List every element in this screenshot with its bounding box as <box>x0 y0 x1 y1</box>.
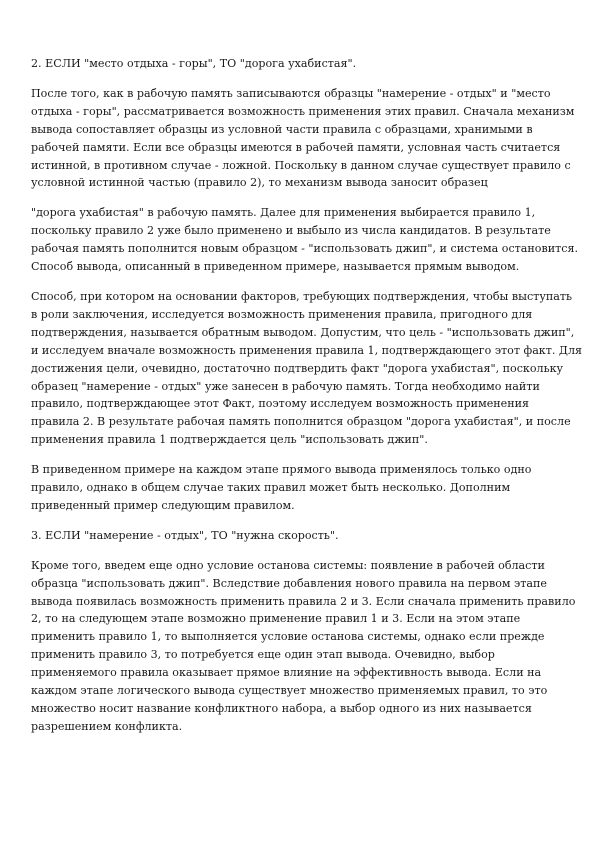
paragraph <box>31 288 582 449</box>
paragraph <box>31 55 576 73</box>
paragraph <box>31 85 576 192</box>
text-line: отдыха - горы", рассматривается возможность применения этих правил. Сначала механизм <box>31 104 575 118</box>
text-line: правило, подтверждающее этот Факт, поэтому исследуем возможность применения <box>31 397 530 411</box>
text-line: приведенный пример следующим правилом. <box>31 498 295 512</box>
text-line: вывода сопоставляет образцы из условной части правила с образцами, хранимыми в <box>31 122 533 136</box>
text-line: множество носит название конфликтного набора, а выбор одного из них называется <box>31 702 532 715</box>
text-line: правило, однако в общем случае таких правил может быть несколько. Дополним <box>31 481 511 495</box>
text-line: рабочей памяти. Если все образцы имеются в рабочей памяти, условная часть считается <box>31 140 561 154</box>
text-line: После того, как в рабочую память записываются образцы "намерение - отдых" и "место <box>31 86 551 100</box>
text-line: вывода появилась возможность применить правила 2 и 3. Если сначала применить правило <box>31 594 576 608</box>
text-line: достижения цели, очевидно, достаточно подтвердить факт "дорога ухабистая", поскольку <box>31 361 564 375</box>
text-line: в роли заключения, исследуется возможность применения правила, пригодного для <box>31 307 533 321</box>
text-line: 2, то на следующем этапе возможно применение правил 1 и 3. Если на этом этапе <box>31 612 521 626</box>
text-line: истинной, в противном случае - ложной. Поскольку в данном случае существует правило с <box>31 158 571 172</box>
text-line: условной истинной частью (правило 2), то механизм вывода заносит образец <box>31 176 488 190</box>
text-line: Способ, при котором на основании факторов, требующих подтверждения, чтобы выступать <box>31 289 573 303</box>
paragraph <box>31 204 579 276</box>
text-line: 2. ЕСЛИ "место отдыха - горы", ТО "дорога ухабистая". <box>31 57 357 70</box>
text-line: и исследуем вначале возможность применения правила 1, подтверждающего этот факт. Для <box>31 343 582 357</box>
paragraph <box>31 527 576 545</box>
text-line: каждом этапе логического вывода существует множество применяемых правил, то это <box>31 684 548 698</box>
text-line: образец "намерение - отдых" уже занесен в рабочую память. Тогда необходимо найти <box>31 379 540 393</box>
text-line: подтверждения, называется обратным выводом. Допустим, что цель - "использовать джип", <box>31 325 575 339</box>
text-line: Кроме того, введем еще одно условие останова системы: появление в рабочей области <box>31 558 545 572</box>
text-line: применяемого правила оказывает прямое влияние на эффективность вывода. Если на <box>31 666 542 680</box>
text-line: образца "использовать джип". Вследствие добавления нового правила на первом этапе <box>31 576 547 590</box>
document-body <box>31 55 582 748</box>
text-line: применения правила 1 подтверждается цель "использовать джип". <box>31 433 428 447</box>
text-line: В приведенном примере на каждом этапе прямого вывода применялось только одно <box>31 463 532 477</box>
text-line: 3. ЕСЛИ "намерение - отдых", ТО "нужна скорость". <box>31 528 339 542</box>
text-line: правила 2. В результате рабочая память пополнится образцом "дорога ухабистая", и после <box>31 415 571 429</box>
text-line: "дорога ухабистая" в рабочую память. Далее для применения выбирается правило 1, <box>31 206 536 220</box>
text-line: рабочая память пополнится новым образцом - "использовать джип", и система остановится. <box>31 242 579 256</box>
paragraph <box>31 461 576 515</box>
text-line: поскольку правило 2 уже было применено и выбыло из числа кандидатов. В результате <box>31 224 551 238</box>
text-line: применить правило 1, то выполняется условие останова системы, однако если прежде <box>31 630 545 644</box>
text-line: разрешением конфликта. <box>31 719 183 733</box>
paragraph <box>31 557 576 736</box>
text-line: применить правило 3, то потребуется еще один этап вывода. Очевидно, выбор <box>31 648 495 662</box>
text-line: Способ вывода, описанный в приведенном примере, называется прямым выводом. <box>31 260 520 274</box>
